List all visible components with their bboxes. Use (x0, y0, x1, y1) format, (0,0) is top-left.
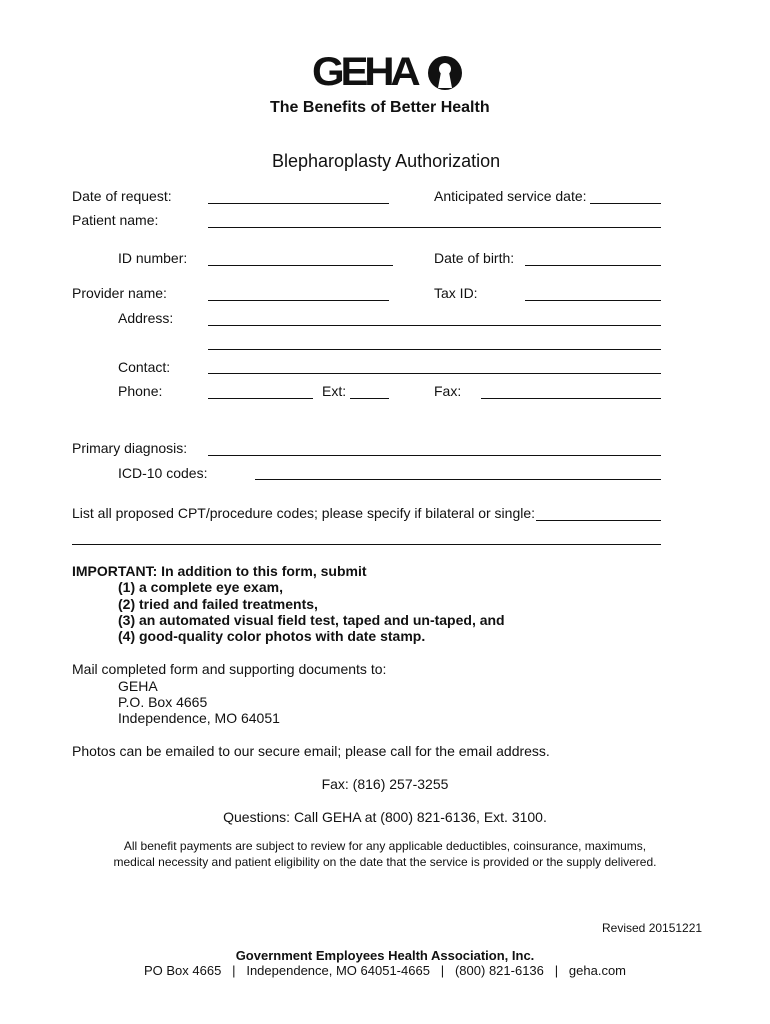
important-item: (3) an automated visual field test, taped and un-taped, and (118, 612, 505, 628)
id-number-field[interactable] (208, 265, 393, 266)
fax-field[interactable] (481, 398, 661, 399)
phone-label: Phone: (118, 383, 163, 399)
revision-date: Revised 20151221 (602, 921, 703, 935)
date-of-request-label: Date of request: (72, 188, 172, 204)
logo-wordmark: GEHA (312, 50, 417, 94)
primary-diagnosis-label: Primary diagnosis: (72, 440, 188, 456)
primary-diagnosis-field[interactable] (208, 455, 661, 456)
important-item: (1) a complete eye exam, (118, 579, 283, 595)
mail-address-line: P.O. Box 4665 (118, 694, 208, 710)
cpt-field-2[interactable] (72, 544, 661, 545)
date-of-request-field[interactable] (208, 203, 389, 204)
id-number-label: ID number: (118, 250, 188, 266)
address-label: Address: (118, 310, 174, 326)
patient-name-field[interactable] (208, 227, 661, 228)
phone-field[interactable] (208, 398, 313, 399)
fax-label: Fax: (434, 383, 462, 399)
disclaimer-line: All benefit payments are subject to review for any applicable deductibles, coinsurance, maximums, (123, 839, 647, 853)
date-of-birth-label: Date of birth: (434, 250, 515, 266)
tax-id-label: Tax ID: (434, 285, 478, 301)
cpt-instruction: List all proposed CPT/procedure codes; please specify if bilateral or single: (72, 505, 536, 521)
anticipated-service-date-field[interactable] (590, 203, 661, 204)
footer-org: Government Employees Health Association, Inc. (235, 948, 535, 963)
date-of-birth-field[interactable] (525, 265, 661, 266)
contact-field[interactable] (208, 373, 661, 374)
questions-line: Questions: Call GEHA at (800) 821-6136, Ext. 3100. (223, 809, 547, 825)
fax-number: Fax: (816) 257-3255 (321, 776, 449, 792)
cpt-field-1[interactable] (536, 520, 661, 521)
address-field-2[interactable] (208, 349, 661, 350)
mail-intro: Mail completed form and supporting documents to: (72, 661, 387, 677)
anticipated-service-date-label: Anticipated service date: (434, 188, 587, 204)
logo-tagline: The Benefits of Better Health (270, 99, 490, 116)
mail-address-line: GEHA (118, 678, 158, 694)
geha-logo (312, 52, 464, 94)
keyhole-icon (426, 54, 464, 94)
icd10-label: ICD-10 codes: (118, 465, 208, 481)
important-item: (4) good-quality color photos with date stamp. (118, 628, 426, 644)
important-item: (2) tried and failed treatments, (118, 596, 318, 612)
provider-name-label: Provider name: (72, 285, 167, 301)
mail-address-line: Independence, MO 64051 (118, 710, 280, 726)
disclaimer-line: medical necessity and patient eligibility on the date that the service is provided or the supply delivered. (113, 855, 657, 869)
icd10-field[interactable] (255, 479, 661, 480)
form-title: Blepharoplasty Authorization (272, 151, 501, 171)
patient-name-label: Patient name: (72, 212, 159, 228)
important-lead: IMPORTANT: In addition to this form, submit (72, 563, 367, 579)
address-field-1[interactable] (208, 325, 661, 326)
provider-name-field[interactable] (208, 300, 389, 301)
photos-note: Photos can be emailed to our secure email; please call for the email address. (72, 743, 550, 759)
tax-id-field[interactable] (525, 300, 661, 301)
contact-label: Contact: (118, 359, 171, 375)
footer-contact: PO Box 4665 | Independence, MO 64051-4665 | (800) 821-6136 | geha.com (143, 963, 627, 978)
ext-label: Ext: (322, 383, 347, 399)
ext-field[interactable] (350, 398, 389, 399)
